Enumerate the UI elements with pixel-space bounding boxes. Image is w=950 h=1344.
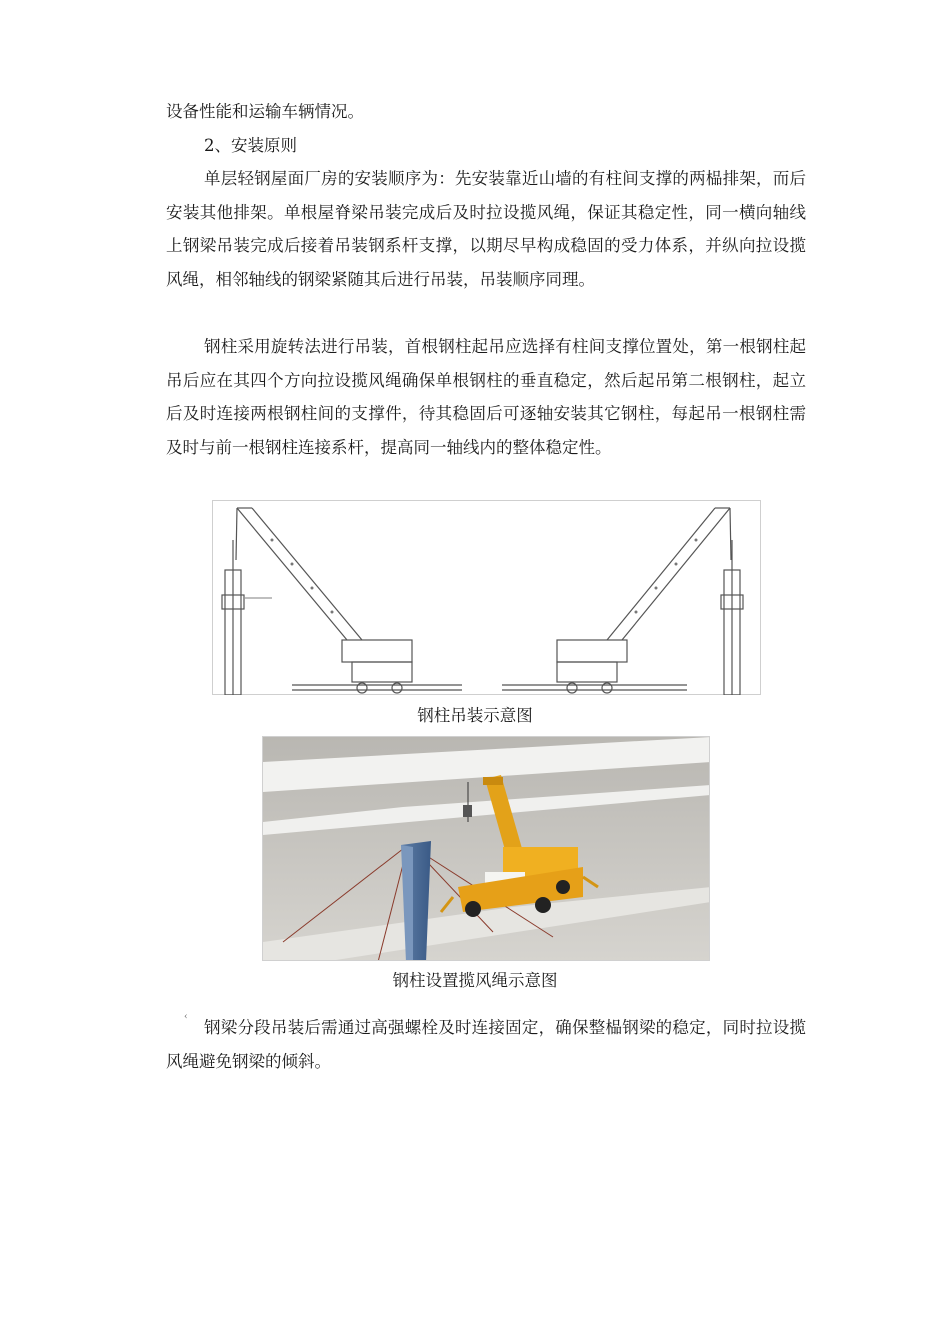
crane-line-drawing (212, 500, 761, 695)
crane-render-illustration (263, 737, 710, 961)
paragraph-install-sequence: 单层轻钢屋面厂房的安装顺序为：先安装靠近山墙的有柱间支撑的两榀排架，而后安装其他排架。单根屋脊梁吊装完成后及时拉设揽风绳，保证其稳定性，同一横向轴线上钢梁吊装完成后接着吊装钢系杆支撑，以期尽早构成稳固的受力体系，并纵向拉设揽风绳，相邻轴线的钢梁紧随其后进行吊装，吊装顺序同理。 (166, 169, 806, 289)
figure-column-lifting-diagram (212, 500, 761, 695)
paragraph-continuation: 设备性能和运输车辆情况。 (166, 102, 364, 121)
figure-caption-lifting: 钢柱吊装示意图 (417, 706, 533, 725)
section-heading: 2、安装原则 (204, 136, 297, 155)
figure-caption-guy-rope: 钢柱设置揽风绳示意图 (392, 971, 558, 990)
figure-guy-rope-render (262, 736, 710, 961)
paragraph-beam-connection: 钢梁分段吊装后需通过高强螺栓及时连接固定，确保整榀钢梁的稳定，同时拉设揽风绳避免钢梁的倾斜。 (166, 1018, 806, 1071)
margin-mark: ‹ (184, 1012, 188, 1022)
paragraph-column-lifting: 钢柱采用旋转法进行吊装，首根钢柱起吊应选择有柱间支撑位置处，第一根钢柱起吊后应在其四个方向拉设揽风绳确保单根钢柱的垂直稳定，然后起吊第二根钢柱，起立后及时连接两根钢柱间的支撑件，待其稳固后可逐轴安装其它钢柱，每起吊一根钢柱需及时与前一根钢柱连接系杆，提高同一轴线内的整体稳定性。 (166, 337, 806, 457)
